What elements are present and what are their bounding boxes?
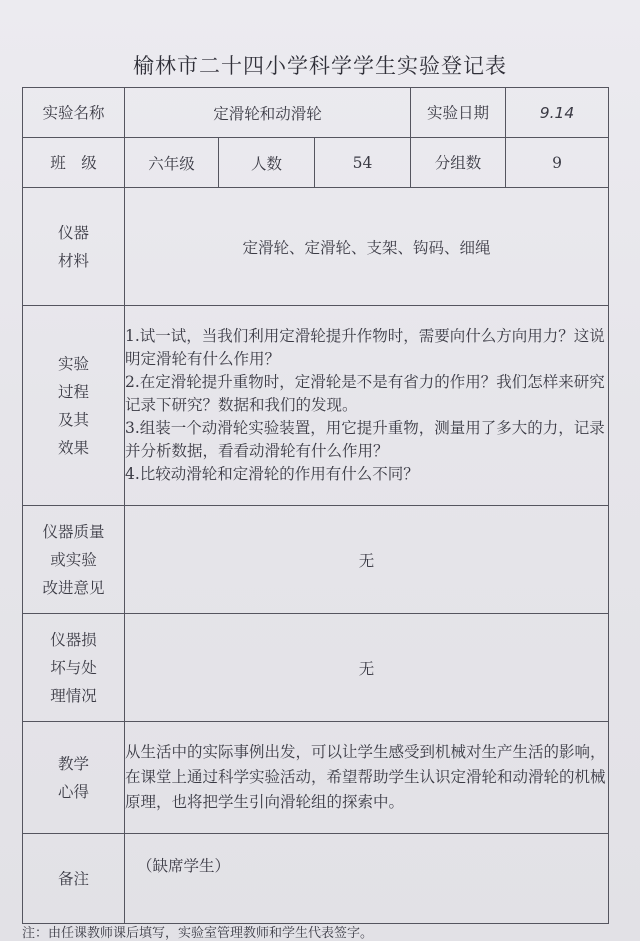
damage-label-line3: 理情况 — [50, 686, 97, 705]
damage-label-line1: 仪器损 — [50, 630, 97, 649]
remarks-value: （缺席学生） — [125, 834, 609, 924]
experiment-name-value: 定滑轮和动滑轮 — [125, 88, 411, 138]
materials-label-line1: 仪器 — [57, 223, 89, 242]
quality-label-line2: 或实验 — [50, 550, 97, 569]
quality-label-line1: 仪器质量 — [42, 522, 105, 541]
row-class-info — [23, 138, 609, 188]
process-step-1: 1.试一试，当我们利用定滑轮提升作物时，需要向什么方向用力？这说明定滑轮有什么作用？ — [125, 327, 605, 368]
row-reflection — [23, 722, 609, 834]
quality-label-line3: 改进意见 — [42, 578, 105, 597]
student-count-value: 54 — [315, 138, 411, 188]
row-remarks — [23, 834, 609, 924]
group-count-value: 9 — [506, 138, 609, 188]
quality-value: 无 — [125, 506, 609, 614]
process-step-3: 3.组装一个动滑轮实验装置，用它提升重物，测量用了多大的力，记录并分析数据，看看动滑轮有什么作用？ — [125, 419, 605, 460]
process-label-line1: 实验 — [57, 354, 89, 373]
process-label-line4: 效果 — [57, 438, 89, 457]
footnote: 注：由任课教师课后填写，实验室管理教师和学生代表签字。 — [22, 926, 374, 941]
row-quality — [23, 506, 609, 614]
row-materials — [23, 188, 609, 306]
process-steps — [125, 306, 609, 506]
process-label-line3: 及其 — [57, 410, 89, 429]
class-label: 班 级 — [23, 138, 125, 188]
experiment-date-label: 实验日期 — [411, 88, 506, 138]
row-experiment-name — [23, 88, 609, 138]
experiment-register-table — [22, 87, 609, 924]
remarks-label: 备注 — [23, 834, 125, 924]
row-process — [23, 306, 609, 506]
reflection-label-line1: 教学 — [57, 754, 89, 773]
experiment-name-label: 实验名称 — [23, 88, 125, 138]
experiment-date-value: 9.14 — [506, 88, 609, 138]
quality-label — [23, 506, 125, 614]
reflection-label — [23, 722, 125, 834]
group-count-label: 分组数 — [411, 138, 506, 188]
process-label-line2: 过程 — [57, 382, 89, 401]
process-label — [23, 306, 125, 506]
damage-value: 无 — [125, 614, 609, 722]
page-title: 榆林市二十四小学科学学生实验登记表 — [133, 54, 507, 78]
damage-label-line2: 坏与处 — [50, 658, 97, 677]
materials-label — [23, 188, 125, 306]
damage-label — [23, 614, 125, 722]
reflection-label-line2: 心得 — [57, 782, 89, 801]
materials-value: 定滑轮、定滑轮、支架、钩码、细绳 — [125, 188, 609, 306]
class-value: 六年级 — [125, 138, 219, 188]
reflection-value: 从生活中的实际事例出发，可以让学生感受到机械对生产生活的影响，在课堂上通过科学实验活动，希望帮助学生认识定滑轮和动滑轮的机械原理，也将把学生引向滑轮组的探索中。 — [125, 722, 609, 834]
process-step-4: 4.比较动滑轮和定滑轮的作用有什么不同？ — [125, 465, 419, 483]
student-count-label: 人数 — [219, 138, 315, 188]
materials-label-line2: 材料 — [57, 251, 89, 270]
row-damage — [23, 614, 609, 722]
process-step-2: 2.在定滑轮提升重物时，定滑轮是不是有省力的作用？我们怎样来研究记录下研究？数据和我们的发现。 — [125, 373, 605, 414]
